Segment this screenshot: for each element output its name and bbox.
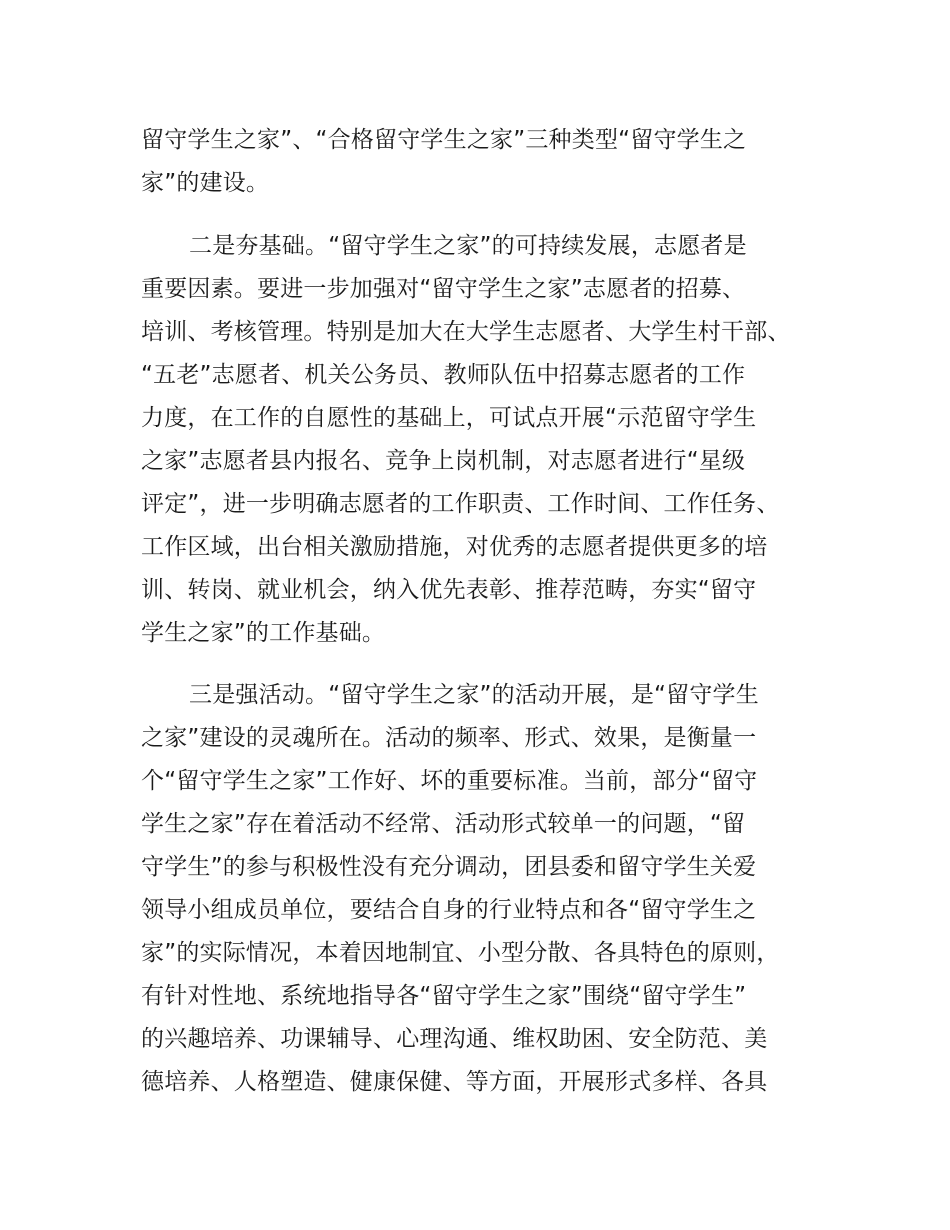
text-line: 之家”志愿者县内报名、竞争上岗机制，对志愿者进行“星级 [141, 448, 746, 474]
text-line: 守学生”的参与积极性没有充分调动，团县委和留守学生关爱 [141, 854, 757, 880]
text-line: 训、转岗、就业机会，纳入优先表彰、推荐范畴，夯实“留守 [141, 577, 757, 603]
text-line: 工作区域，出台相关激励措施，对优秀的志愿者提供更多的培 [141, 534, 768, 560]
paragraph-activities [141, 674, 841, 1104]
text-line: 二是夯基础。“留守学生之家”的可持续发展，志愿者是 [189, 233, 747, 259]
text-line: 领导小组成员单位，要结合自身的行业特点和各“留守学生之 [141, 897, 757, 923]
paragraph-foundation [141, 225, 841, 655]
text-line: 重要因素。要进一步加强对“留守学生之家”志愿者的招募、 [141, 276, 746, 302]
text-line: 德培养、人格塑造、健康保健、等方面，开展形式多样、各具 [141, 1069, 768, 1095]
text-line: 评定”，进一步明确志愿者的工作职责、工作时间、工作任务、 [141, 491, 780, 517]
text-line: “五老”志愿者、机关公务员、教师队伍中招募志愿者的工作 [141, 362, 746, 388]
text-line: 学生之家”的工作基础。 [141, 620, 386, 646]
text-line: 有针对性地、系统地指导各“留守学生之家”围绕“留守学生” [141, 983, 747, 1009]
paragraph-continuation [141, 119, 841, 205]
text-line: 家”的建设。 [141, 170, 270, 196]
text-line: 培训、考核管理。特别是加大在大学生志愿者、大学生村干部、 [141, 319, 791, 345]
text-line: 的兴趣培养、功课辅导、心理沟通、维权助困、安全防范、美 [141, 1026, 768, 1052]
text-line: 家”的实际情况，本着因地制宜、小型分散、各具特色的原则， [141, 940, 780, 966]
text-line: 留守学生之家”、“合格留守学生之家”三种类型“留守学生之 [141, 127, 747, 153]
text-line: 力度，在工作的自愿性的基础上，可试点开展“示范留守学生 [141, 405, 757, 431]
text-line: 之家”建设的灵魂所在。活动的频率、形式、效果，是衡量一 [141, 725, 757, 751]
text-line: 个“留守学生之家”工作好、坏的重要标准。当前，部分“留守 [141, 768, 758, 794]
text-line: 三是强活动。“留守学生之家”的活动开展，是“留守学生 [189, 682, 759, 708]
text-line: 学生之家”存在着活动不经常、活动形式较单一的问题，“留 [141, 811, 746, 837]
